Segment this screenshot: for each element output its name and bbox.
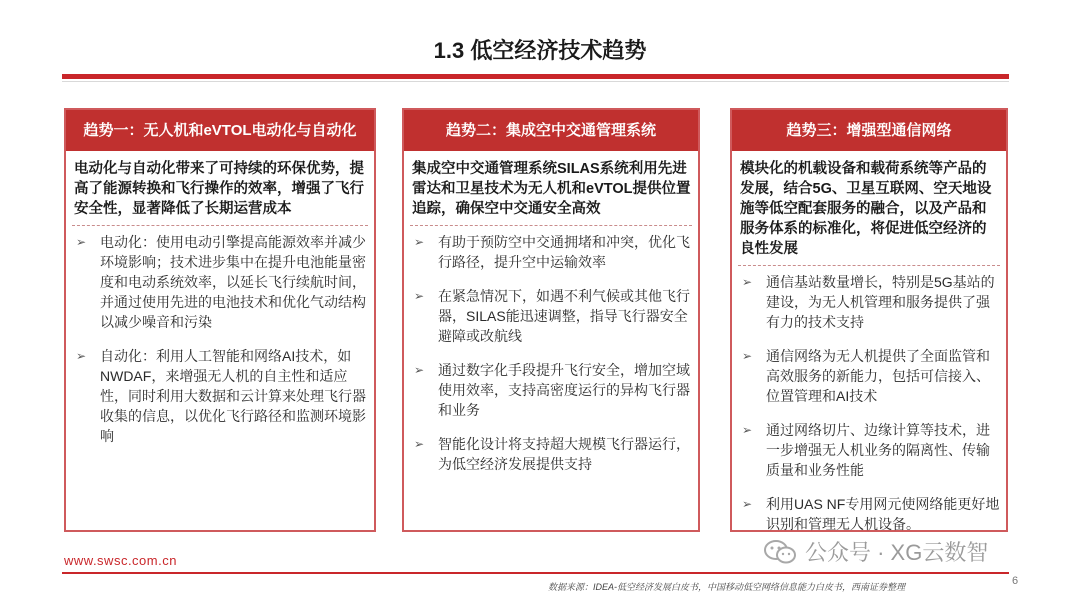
card-divider	[72, 225, 368, 226]
list-item: ➢ 电动化：使用电动引擎提高能源效率并减少环境影响；技术进步集中在提升电池能量密度和电动系统效率，以延长飞行续航时间，并通过使用先进的电池技术和优化气动结构以减少噪音和污染	[76, 234, 366, 330]
trend-card-3-bullets	[740, 272, 1000, 534]
watermark-text: 公众号 · XG云数智	[805, 540, 989, 565]
arrow-bullet-icon: ➢	[414, 363, 425, 377]
trend-card-1-summary: 电动化与自动化带来了可持续的环保优势，提高了能源转换和飞行操作的效率，增强了飞行安全性，显著降低了长期运营成本	[74, 161, 364, 217]
trend-card-3-summary: 模块化的机载设备和载荷系统等产品的发展，结合5G、卫星互联网、空天地设施等低空配套服务的融合，以及产品和服务体系的标准化，将促进低空经济的良性发展	[740, 161, 992, 257]
arrow-bullet-icon: ➢	[414, 437, 425, 451]
arrow-bullet-icon: ➢	[76, 349, 87, 363]
list-item: ➢ 有助于预防空中交通拥堵和冲突，优化飞行路径，提升空中运输效率	[414, 234, 690, 270]
page-number: 6	[1012, 575, 1019, 587]
watermark	[763, 536, 988, 567]
trend-card-2-bullets	[412, 232, 692, 474]
list-item: ➢ 在紧急情况下，如遇不利气候或其他飞行器，SILAS能迅速调整，指导飞行器安全避障或改航线	[414, 288, 690, 344]
page-title: 1.3 低空经济技术趋势	[433, 38, 647, 63]
arrow-bullet-icon: ➢	[742, 497, 753, 511]
trend-card-2-heading: 趋势二：集成空中交通管理系统	[404, 110, 698, 151]
list-item: ➢ 通信基站数量增长，特别是5G基站的建设，为无人机管理和服务提供了强有力的技术支持	[742, 274, 995, 330]
list-item: ➢ 自动化：利用人工智能和网络AI技术，如NWDAF，来增强无人机的自主性和适应性，同时利用大数据和云计算来处理飞行器收集的信息，以优化飞行路径和监测环境影响	[76, 348, 366, 444]
trend-card-3-heading: 趋势三：增强型通信网络	[732, 110, 1006, 151]
card-divider	[738, 265, 1000, 266]
trend-card-1-heading: 趋势一：无人机和eVTOL电动化与自动化	[66, 110, 374, 151]
arrow-bullet-icon: ➢	[742, 275, 753, 289]
website-link[interactable]: www.swsc.com.cn	[64, 553, 177, 568]
wechat-icon	[763, 539, 797, 565]
arrow-bullet-icon: ➢	[76, 235, 87, 249]
trend-card-2-summary: 集成空中交通管理系统SILAS系统利用先进雷达和卫星技术为无人机和eVTOL提供位置追踪，确保空中交通安全高效	[412, 161, 691, 217]
arrow-bullet-icon: ➢	[742, 423, 753, 437]
list-item: ➢ 通过网络切片、边缘计算等技术，进一步增强无人机业务的隔离性、传输质量和业务性能	[742, 422, 990, 478]
list-item: ➢ 通过数字化手段提升飞行安全，增加空域使用效率，支持高密度运行的异构飞行器和业务	[414, 362, 690, 418]
title-rule	[62, 74, 1009, 79]
title-rule-thin	[62, 81, 1009, 82]
arrow-bullet-icon: ➢	[414, 235, 425, 249]
trend-card-1-bullets	[74, 232, 368, 446]
footer-rule	[62, 572, 1009, 574]
list-item: ➢ 通信网络为无人机提供了全面监管和高效服务的新能力，包括可信接入、位置管理和AI技术	[742, 348, 990, 404]
list-item: ➢ 智能化设计将支持超大规模飞行器运行，为低空经济发展提供支持	[414, 436, 690, 472]
list-item: ➢ 利用UAS NF专用网元使网络能更好地识别和管理无人机设备。	[742, 496, 1000, 532]
data-source: 数据来源：IDEA-低空经济发展白皮书，中国移动低空网络信息能力白皮书，西南证券整理	[548, 582, 906, 592]
arrow-bullet-icon: ➢	[414, 289, 425, 303]
arrow-bullet-icon: ➢	[742, 349, 753, 363]
trend-card-2	[402, 108, 700, 532]
trend-card-3	[730, 108, 1008, 532]
card-divider	[410, 225, 692, 226]
trend-card-1	[64, 108, 376, 532]
